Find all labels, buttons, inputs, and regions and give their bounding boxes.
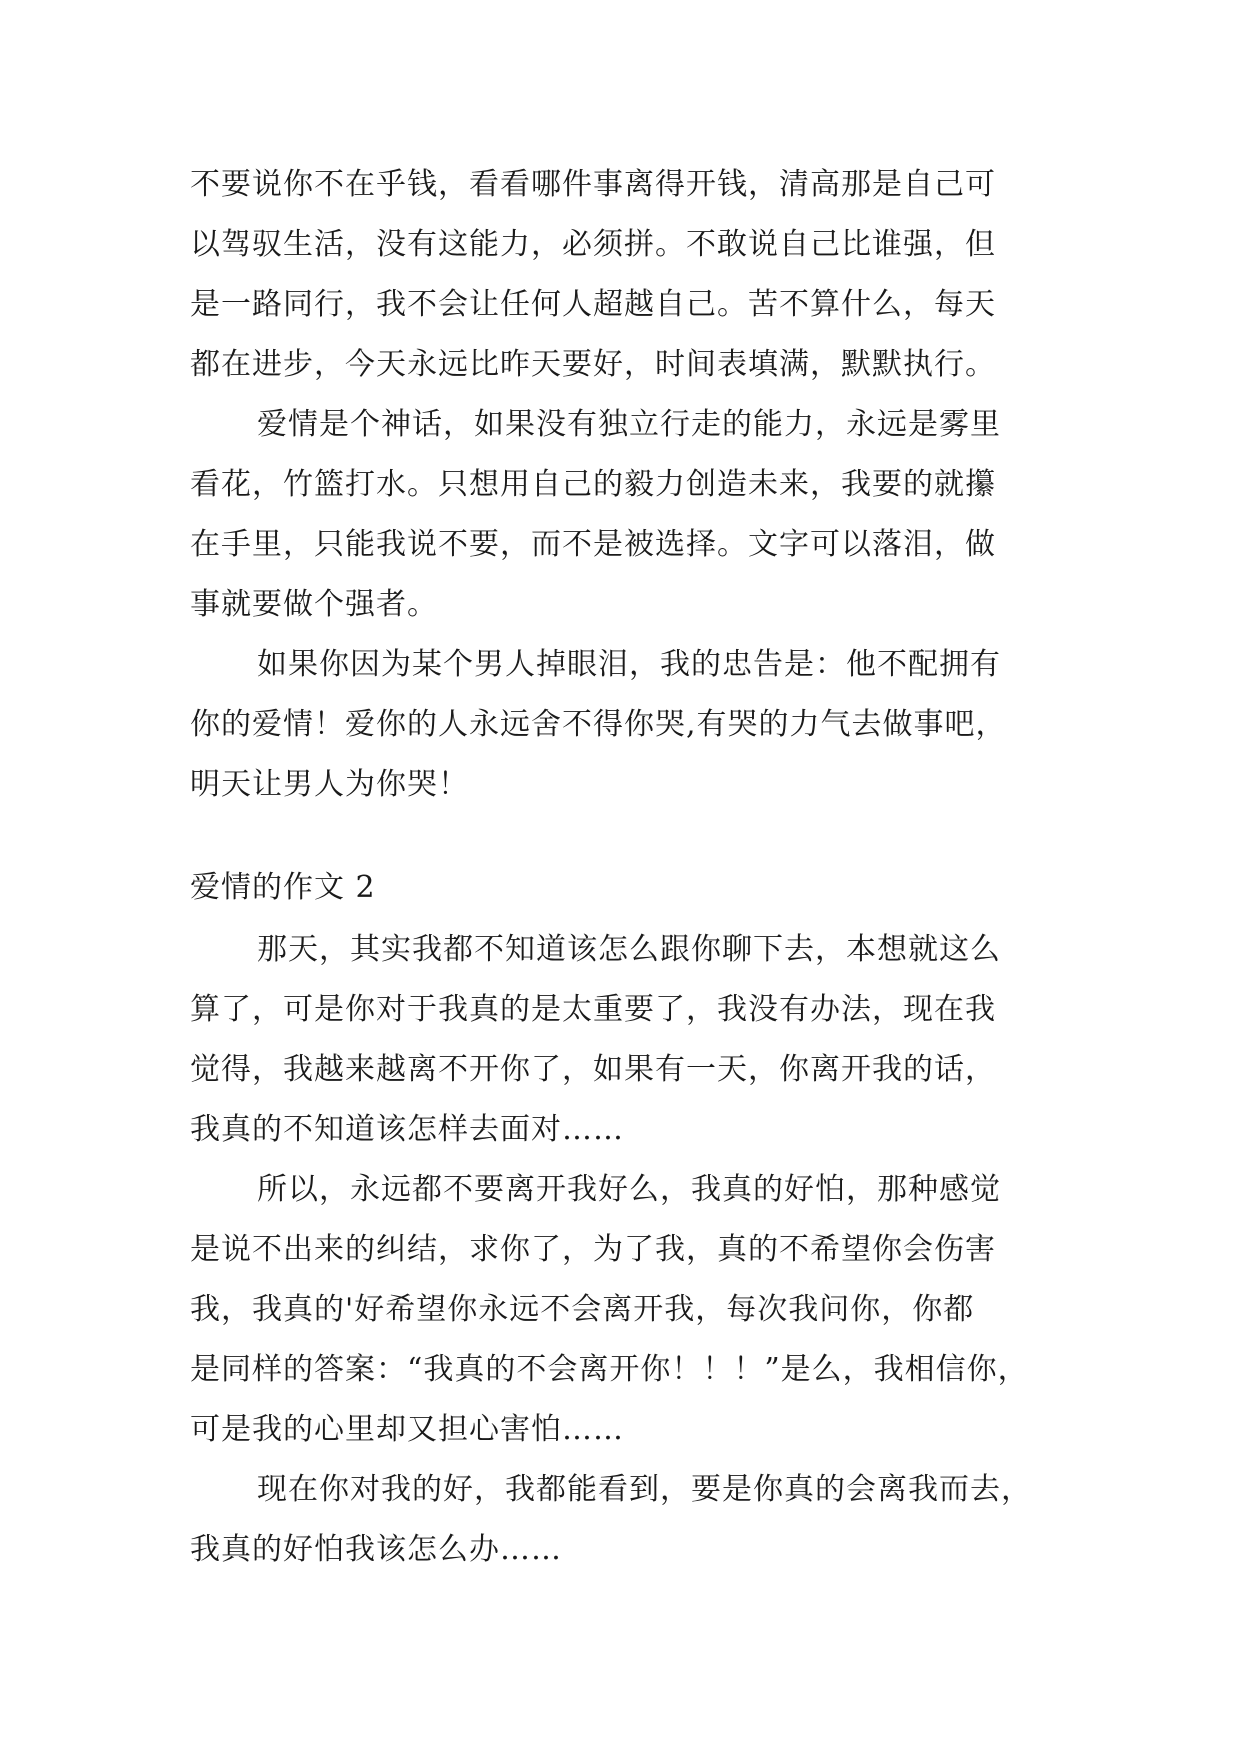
- paragraph-4-line-1: 那天，其实我都不知道该怎么跟你聊下去，本想就这么: [257, 932, 1001, 967]
- paragraph-1-line-4: 都在进步，今天永远比昨天要好，时间表填满，默默执行。: [190, 347, 996, 382]
- paragraph-2-line-2: 看花，竹篮打水。只想用自己的毅力创造未来，我要的就攥: [190, 467, 996, 502]
- paragraph-4-line-3: 觉得，我越来越离不开你了，如果有一天，你离开我的话，: [190, 1052, 996, 1087]
- paragraph-5-line-4: 是同样的答案：“我真的不会离开你！！！”是么，我相信你，: [190, 1352, 1029, 1387]
- paragraph-1-line-3: 是一路同行，我不会让任何人超越自己。苦不算什么，每天: [190, 287, 996, 322]
- paragraph-3-line-1: 如果你因为某个男人掉眼泪，我的忠告是：他不配拥有: [257, 647, 1001, 682]
- paragraph-5-line-5: 可是我的心里却又担心害怕……: [190, 1412, 624, 1447]
- paragraph-3-line-3: 明天让男人为你哭！: [190, 767, 469, 802]
- paragraph-6-line-2: 我真的好怕我该怎么办……: [190, 1532, 562, 1567]
- paragraph-5-line-1: 所以，永远都不要离开我好么，我真的好怕，那种感觉: [257, 1172, 1001, 1207]
- paragraph-2-line-3: 在手里，只能我说不要，而不是被选择。文字可以落泪，做: [190, 527, 996, 562]
- paragraph-6-line-1: 现在你对我的好，我都能看到，要是你真的会离我而去，: [257, 1472, 1032, 1507]
- paragraph-1-line-1: 不要说你不在乎钱，看看哪件事离得开钱，清高那是自己可: [190, 167, 996, 202]
- paragraph-1-line-2: 以驾驭生活，没有这能力，必须拼。不敢说自己比谁强，但: [190, 227, 996, 262]
- paragraph-4-line-4: 我真的不知道该怎样去面对……: [190, 1112, 624, 1147]
- section-heading: 爱情的作文 2: [190, 870, 376, 905]
- paragraph-2-line-1: 爱情是个神话，如果没有独立行走的能力，永远是雾里: [257, 407, 1001, 442]
- paragraph-3-line-2: 你的爱情！爱你的人永远舍不得你哭,有哭的力气去做事吧，: [190, 707, 1007, 742]
- paragraph-5-line-3: 我，我真的'好希望你永远不会离开我，每次我问你，你都: [190, 1292, 975, 1327]
- paragraph-5-line-2: 是说不出来的纠结，求你了，为了我，真的不希望你会伤害: [190, 1232, 996, 1267]
- paragraph-2-line-4: 事就要做个强者。: [190, 587, 438, 622]
- paragraph-4-line-2: 算了，可是你对于我真的是太重要了，我没有办法，现在我: [190, 992, 996, 1027]
